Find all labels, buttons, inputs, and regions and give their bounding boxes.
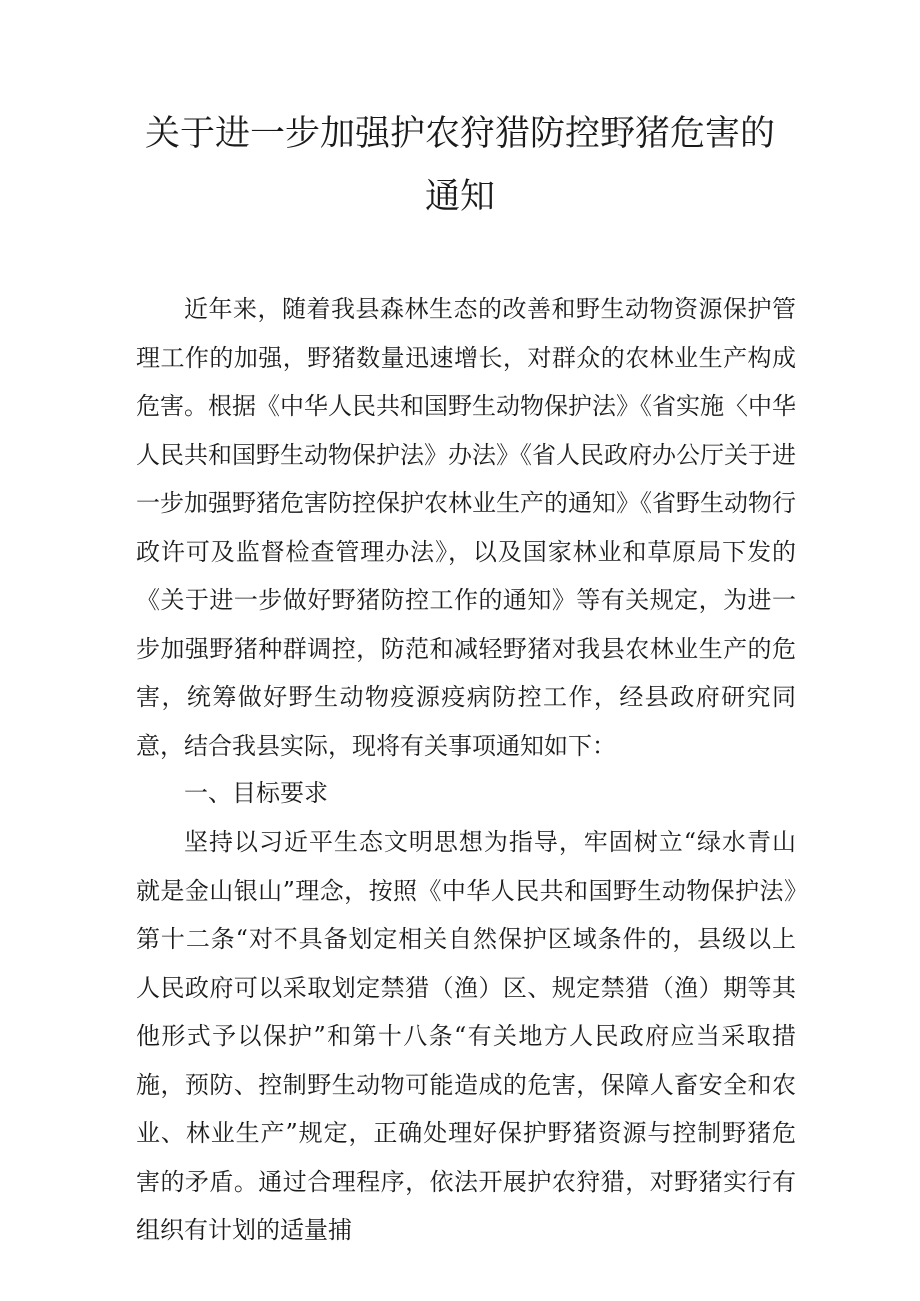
intro-paragraph: 近年来，随着我县森林生态的改善和野生动物资源保护管理工作的加强，野猪数量迅速增长，对群众的农林业生产构成危害。根据《中华人民共和国野生动物保护法》《省实施〈中华人民共和国野生动物保护法》办法》《省人民政府办公厅关于进一步加强野猪危害防控保护农林业生产的通知》《省野生动物行政许可及监督检查管理办法》，以及国家林业和草原局下发的《关于进一步做好野猪防控工作的通知》等有关规定，为进一步加强野猪种群调控，防范和减轻野猪对我县农林业生产的危害，统筹做好野生动物疫源疫病防控工作，经县政府研究同意，结合我县实际，现将有关事项通知如下： [136, 295, 796, 760]
goals-paragraph: 坚持以习近平生态文明思想为指导，牢固树立“绿水青山就是金山银山”理念，按照《中华人民共和国野生动物保护法》第十二条“对不具备划定相关自然保护区域条件的，县级以上人民政府可以采取划定禁猎（渔）区、规定禁猎（渔）期等其他形式予以保护”和第十八条“有关地方人民政府应当采取措施，预防、控制野生动物可能造成的危害，保障人畜安全和农业、林业生产”规定，正确处理好保护野猪资源与控制野猪危害的矛盾。通过合理程序，依法开展护农狩猎，对野猪实行有组织有计划的适量捕 [136, 828, 796, 1244]
document-title-line-1: 关于进一步加强护农狩猎防控野猪危害的 [144, 114, 775, 154]
section-heading-goals: 一、目标要求 [184, 779, 328, 807]
document-title-line-2: 通知 [424, 177, 495, 217]
